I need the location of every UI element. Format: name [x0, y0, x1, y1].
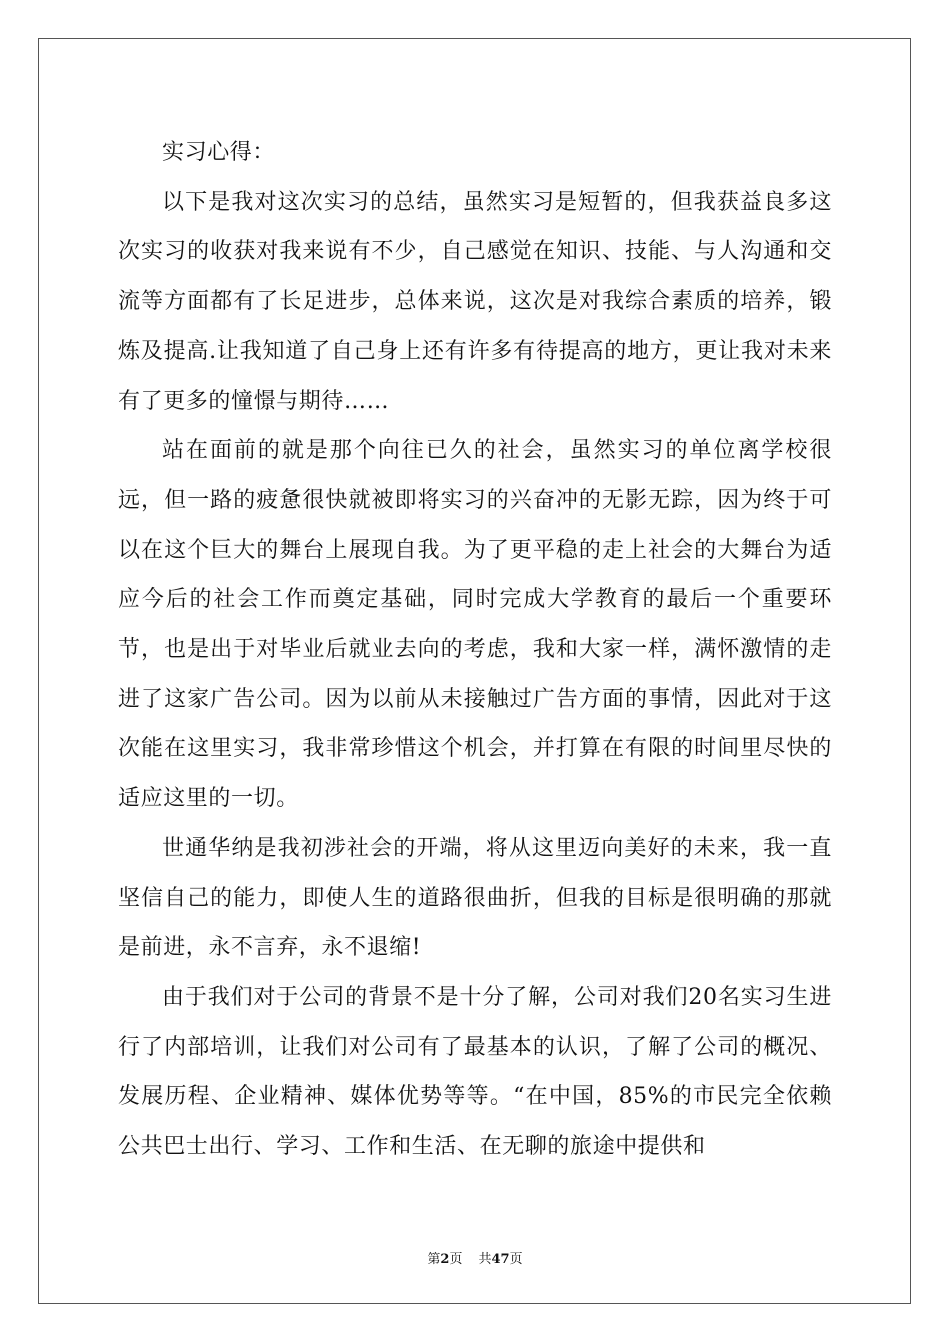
paragraph-3: 世通华纳是我初涉社会的开端，将从这里迈向美好的未来，我一直坚信自己的能力，即使人生的道路很曲折，但我的目标是很明确的那就是前进，永不言弃，永不退缩!: [118, 835, 832, 961]
paragraph-1: 以下是我对这次实习的总结，虽然实习是短暂的，但我获益良多这次实习的收获对我来说有不少，自己感觉在知识、技能、与人沟通和交流等方面都有了长足进步，总体来说，这次是对我综合素质的培养，锻炼及提高.让我知道了自己身上还有许多有待提高的地方，更让我对未来有了更多的憧憬与期待……: [118, 189, 832, 414]
total-prefix: 共: [478, 1252, 492, 1267]
paragraph-heading: 实习心得：: [162, 140, 276, 165]
page-footer: [0, 1248, 950, 1267]
document-body: [118, 128, 832, 1172]
paragraph-2: 站在面前的就是那个向往已久的社会，虽然实习的单位离学校很远，但一路的疲惫很快就被即将实习的兴奋冲的无影无踪，因为终于可以在这个巨大的舞台上展现自我。为了更平稳的走上社会的大舞台为适应今后的社会工作而奠定基础，同时完成大学教育的最后一个重要环节，也是出于对毕业后就业去向的考虑，我和大家一样，满怀激情的走进了这家广告公司。因为以前从未接触过广告方面的事情，因此对于这次能在这里实习，我非常珍惜这个机会，并打算在有限的时间里尽快的适应这里的一切。: [118, 438, 832, 812]
page-number: 2: [440, 1252, 450, 1267]
page-suffix: 页: [449, 1252, 463, 1267]
total-suffix: 页: [509, 1252, 523, 1267]
total-pages: 47: [491, 1252, 510, 1267]
paragraph-4: 由于我们对于公司的背景不是十分了解，公司对我们20名实习生进行了内部培训，让我们对公司有了最基本的认识，了解了公司的概况、发展历程、企业精神、媒体优势等等。“在中国，85%的市民完全依赖公共巴士出行、学习、工作和生活、在无聊的旅途中提供和: [118, 984, 832, 1160]
page-prefix: 第: [427, 1252, 441, 1267]
